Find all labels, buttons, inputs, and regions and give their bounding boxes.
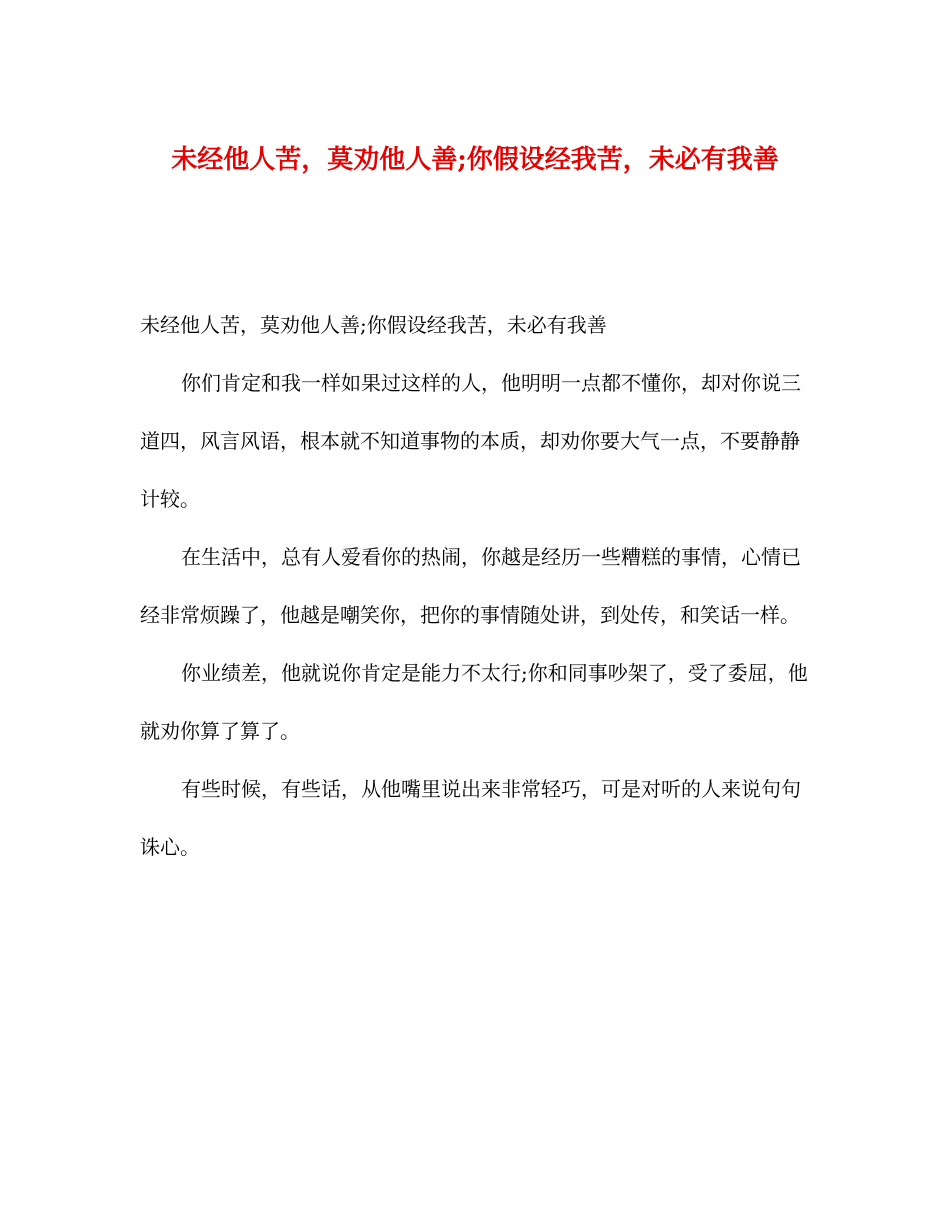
document-subtitle: 未经他人苦，莫劝他人善;你假设经我苦，未必有我善: [140, 313, 607, 337]
document-title: 未经他人苦，莫劝他人善;你假设经我苦，未必有我善: [171, 145, 779, 175]
paragraph-3: 你业绩差，他就说你肯定是能力不太行;你和同事吵架了，受了委屈，他就劝你算了算了。: [140, 661, 808, 743]
paragraph-2: 在生活中，总有人爱看你的热闹，你越是经历一些糟糕的事情，心情已经非常烦躁了，他越是嘲笑你，把你的事情随处讲，到处传，和笑话一样。: [140, 545, 801, 627]
paragraph-4: 有些时候，有些话，从他嘴里说出来非常轻巧，可是对听的人来说句句诛心。: [140, 777, 801, 859]
paragraph-1: 你们肯定和我一样如果过这样的人，他明明一点都不懂你，却对你说三道四，风言风语，根本就不知道事物的本质，却劝你要大气一点，不要静静计较。: [140, 371, 801, 511]
document-body: [140, 296, 816, 876]
